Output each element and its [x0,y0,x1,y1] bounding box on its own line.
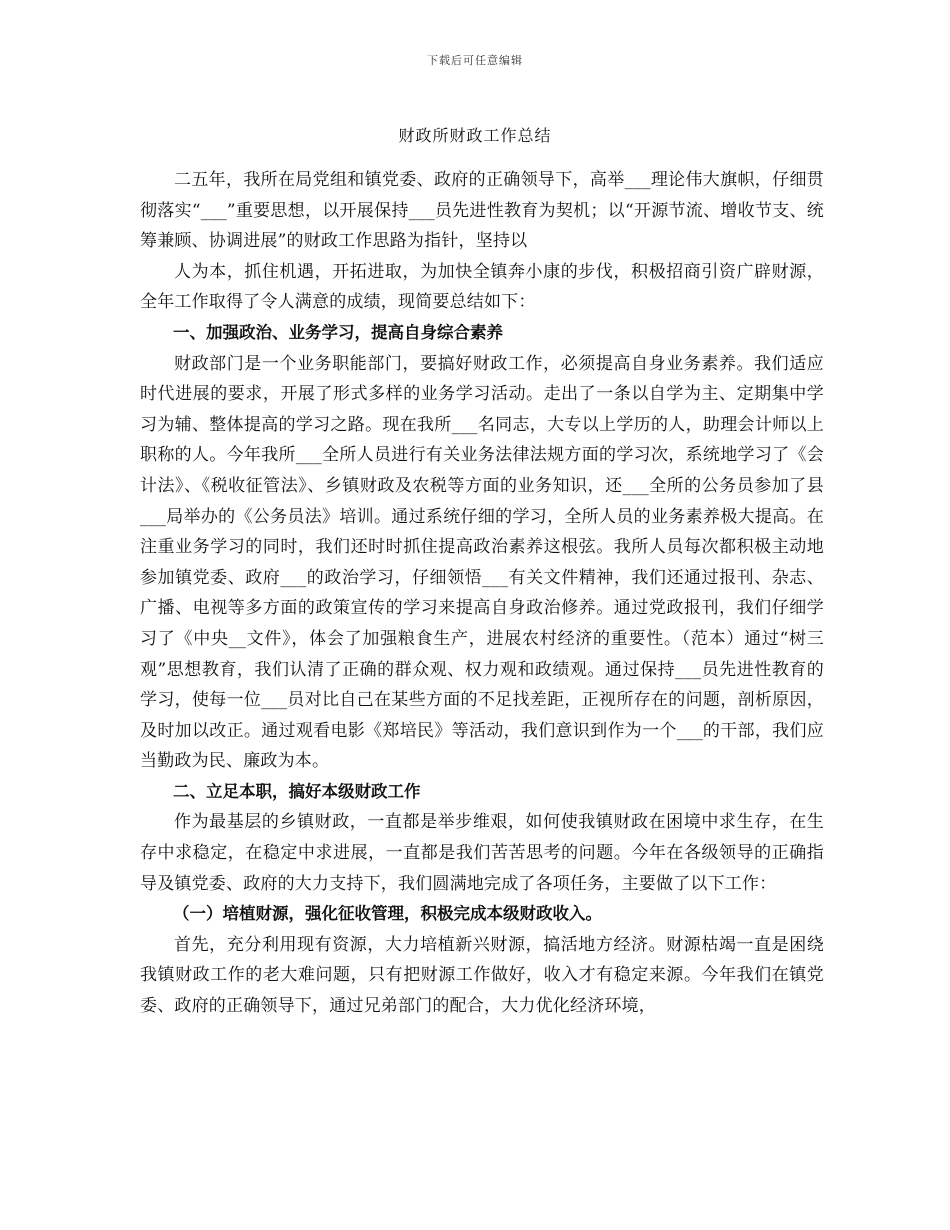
section-heading-1: 一、加强政治、业务学习，提高自身综合素养 [173,322,503,342]
paragraph-revenue: 首先，充分利用现有资源，大力培植新兴财源，搞活地方经济。财源枯竭一直是困绕我镇财政工作的老大难问题，只有把财源工作做好，收入才有稳定来源。今年我们在镇党委、政府的正确领导下，通过兄弟部门的配合，大力优化经济环境， [140,934,824,1017]
paragraph-intro: 二五年，我所在局党组和镇党委、政府的正确领导下，高举___理论伟大旗帜，仔细贯彻落实“___”重要思想，以开展保持___员先进性教育为契机；以“开源节流、增收节支、统筹兼顾、协调进展”的财政工作思路为指针，坚持以 [140,170,824,252]
subsection-heading-1: （一）培植财源，强化征收管理，积极完成本级财政收入。 [173,904,602,924]
section-heading-2: 二、立足本职，搞好本级财政工作 [173,781,421,801]
document-title: 财政所财政工作总结 [398,126,552,145]
paragraph-intro-continued: 人为本，抓住机遇，开拓进取，为加快全镇奔小康的步伐，积极招商引资广辟财源，全年工作取得了令人满意的成绩，现简要总结如下： [140,261,824,313]
paragraph-study: 财政部门是一个业务职能部门，要搞好财政工作，必须提高自身业务素养。我们适应时代进展的要求，开展了形式多样的业务学习活动。走出了一条以自学为主、定期集中学习为辅、整体提高的学习之路。现在我所___名同志，大专以上学历的人，助理会计师以上职称的人。今年我所___全所人员进行有关业务法律法规方面的学习次，系统地学习了《会计法》、《税收征管法》、乡镇财政及农税等方面的业务知识，还___全所的公务员参加了县___局举办的《公务员法》培训。通过系统仔细的学习，全所人员的业务素养极大提高。在注重业务学习的同时，我们还时时抓住提高政治素养这根弦。我所人员每次都积极主动地参加镇党委、政府___的政治学习，仔细领悟___有关文件精神，我们还通过报刊、杂志、广播、电视等多方面的政策宣传的学习来提高自身政治修养。通过党政报刊，我们仔细学习了《中央__文件》，体会了加强粮食生产，进展农村经济的重要性。（范本）通过“树三观”思想教育，我们认清了正确的群众观、权力观和政绩观。通过保持___员先进性教育的学习，使每一位___员对比自己在某些方面的不足找差距，正视所存在的问题，剖析原因，及时加以改正。通过观看电影《郑培民》等活动，我们意识到作为一个___的干部，我们应当勤政为民、廉政为本。 [140,353,824,772]
document-body [140,165,824,1022]
page-header-note: 下载后可任意编辑 [427,54,523,67]
paragraph-finance: 作为最基层的乡镇财政，一直都是举步维艰，如何使我镇财政在困境中求生存，在生存中求稳定，在稳定中求进展，一直都是我们苦苦思考的问题。今年在各级领导的正确指导及镇党委、政府的大力支持下，我们圆满地完成了各项任务，主要做了以下工作： [140,812,824,894]
